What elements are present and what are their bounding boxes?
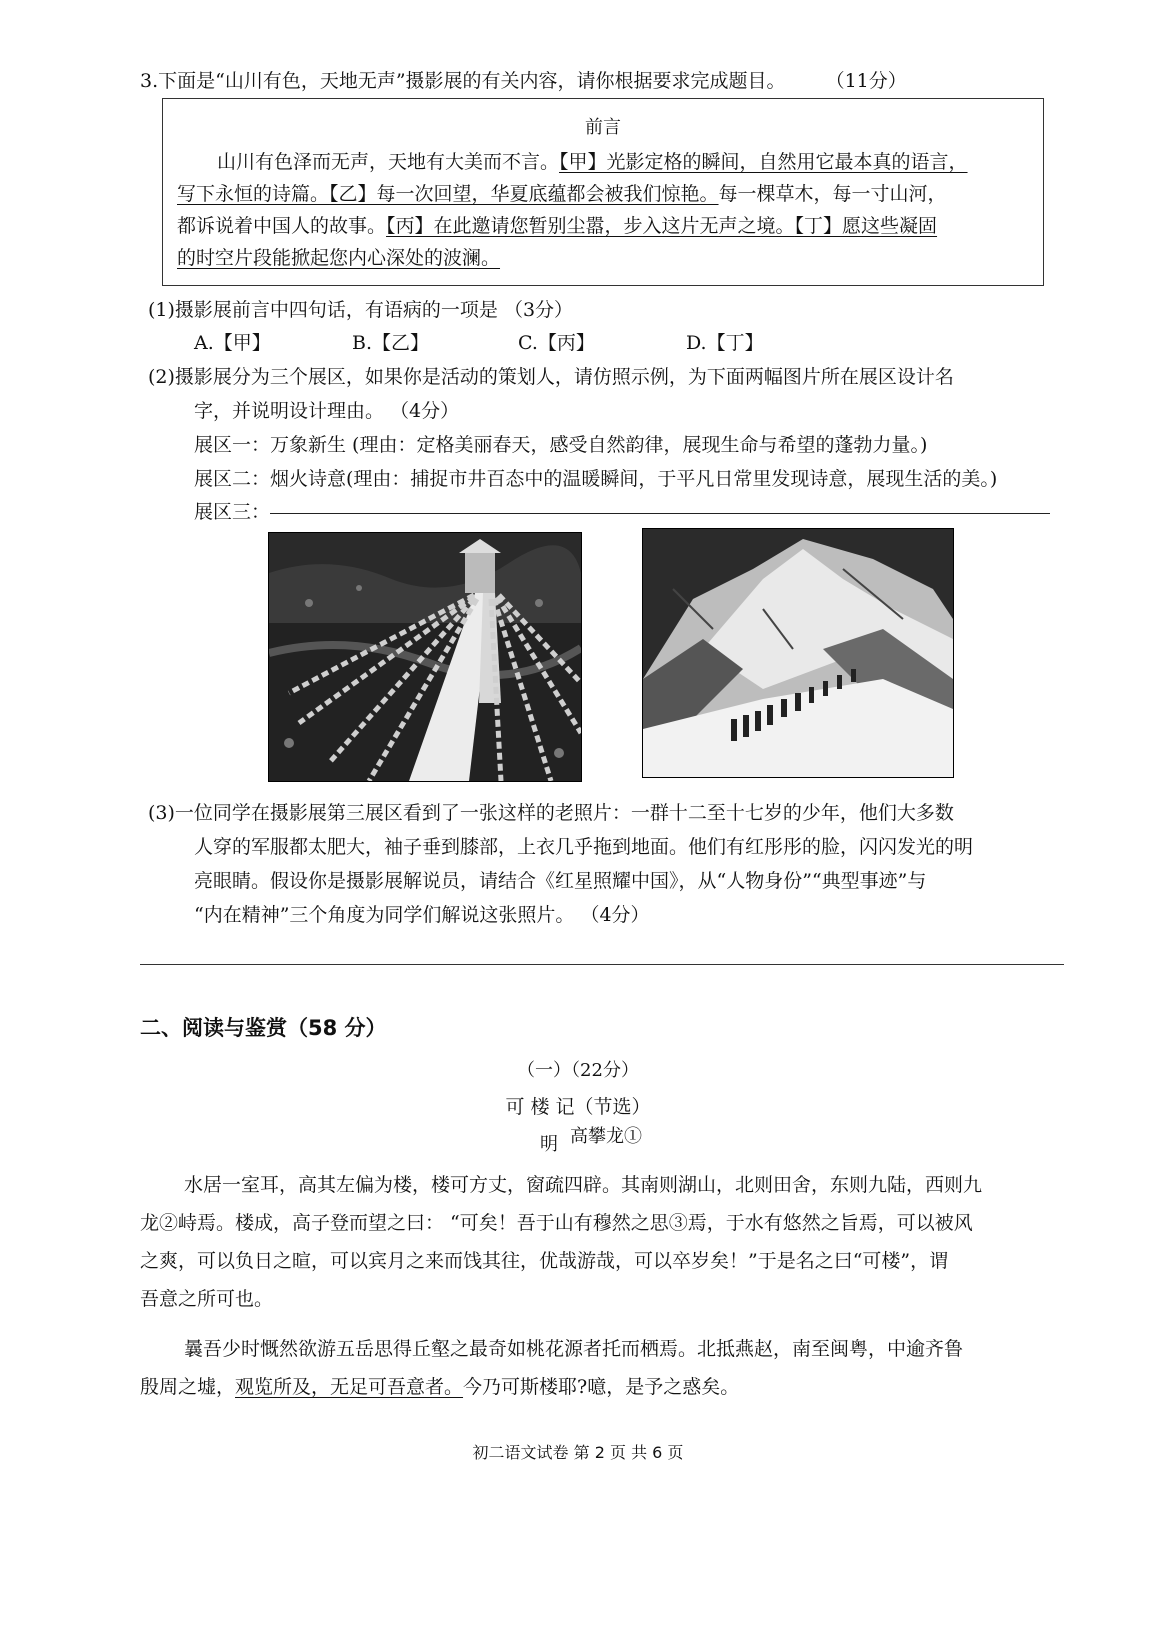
zone-2-example: 展区二：烟火诗意(理由：捕捉市井百态中的温暖瞬间，于平凡日常里发现诗意，展现生活的美。) [194, 468, 998, 490]
page-footer: 初二语文试卷 第 2 页 共 6 页 [472, 1443, 684, 1462]
passage-dynasty: 明 [540, 1134, 558, 1155]
passage-title: 可 楼 记（节选） [505, 1096, 651, 1118]
option-d: D.【丁】 [686, 332, 764, 354]
zone-3-label: 展区三： [194, 501, 271, 523]
passage-underlined-sentence: 观览所及，无足可吾意者。 [235, 1376, 464, 1398]
preface-sentence-ding-end: 的时空片段能掀起您内心深处的波澜。 [177, 247, 501, 269]
question-3-text: 3.下面是“山川有色，天地无声”摄影展的有关内容，请你根据要求完成题目。 [140, 70, 786, 92]
preface-sentence-bing: 【丙】在此邀请您暂别尘嚣，步入这片无声之境。 [386, 215, 795, 237]
question-3-stem [140, 66, 907, 93]
preface-sentence-yi: 【乙】每一次回望，华夏底蕴都会被我们惊艳。 [329, 183, 719, 205]
section-divider [140, 964, 1064, 965]
zone-1-example: 展区一：万象新生 (理由：定格美丽春天，感受自然韵律，展现生命与希望的蓬勃力量。) [194, 434, 928, 456]
option-a: A.【甲】 [194, 332, 271, 354]
preface-sentence-jia: 【甲】光影定格的瞬间，自然用它最本真的语言， [559, 151, 968, 173]
preface-sentence: 每一棵草木，每一寸山河， [718, 183, 947, 205]
question-3-score: （11分） [825, 70, 907, 92]
preface-line-3 [177, 211, 937, 238]
preface-sentence-ding: 【丁】愿这些凝固 [794, 215, 938, 237]
preface-line-2 [177, 179, 947, 206]
preface-line-1 [217, 147, 968, 174]
preface-line-4 [177, 243, 500, 270]
passage-p2-line-2 [140, 1372, 739, 1399]
preface-title: 前言 [585, 117, 621, 138]
passage-p2-line-1: 曩吾少时慨然欲游五岳思得丘壑之最奇如桃花源者托而栖焉。北抵燕赵，南至闽粤，中逾齐鲁 [184, 1338, 964, 1360]
snow-mountain-photo [642, 528, 954, 778]
sub-question-1: (1)摄影展前言中四句话，有语病的一项是 （3分） [148, 299, 574, 321]
sub-question-3-line-2: 人穿的军服都太肥大，袖子垂到膝部，上衣几乎拖到地面。他们有红彤彤的脸，闪闪发光的明 [194, 836, 974, 858]
section-2-heading: 二、阅读与鉴赏（58 分） [140, 1016, 387, 1040]
preface-sentence: 山川有色泽而无声，天地有大美而不言。 [217, 151, 560, 173]
part-1-heading: （一）（22分） [517, 1060, 639, 1081]
passage-p1-line-4: 吾意之所可也。 [140, 1288, 274, 1310]
bridge-photo [268, 532, 582, 782]
sub-question-3-line-3: 亮眼睛。假设你是摄影展解说员，请结合《红星照耀中国》，从“人物身份”“典型事迹”与 [194, 870, 927, 892]
preface-box [162, 98, 1044, 286]
passage-text: 今乃可斯楼耶?噫，是予之惑矣。 [463, 1376, 740, 1398]
sub-question-3-line-1: (3)一位同学在摄影展第三展区看到了一张这样的老照片：一群十二至十七岁的少年，他们大多数 [148, 802, 954, 824]
passage-text: 殷周之墟， [140, 1376, 236, 1398]
sub-question-3-line-4: “内在精神”三个角度为同学们解说这张照片。 （4分） [194, 904, 650, 926]
passage-p1-line-2: 龙②峙焉。楼成，高子登而望之曰： “可矣！吾于山有穆然之思③焉，于水有悠然之旨焉，可以被风 [140, 1212, 973, 1234]
sub-question-2-line-2: 字，并说明设计理由。 （4分） [194, 400, 460, 422]
preface-sentence: 都诉说着中国人的故事。 [177, 215, 387, 237]
zone-3-answer-line[interactable] [270, 513, 1050, 514]
passage-p1-line-1: 水居一室耳，高其左偏为楼，楼可方丈，窗疏四辟。其南则湖山，北则田舍，东则九陆，西则九 [184, 1174, 983, 1196]
option-c: C.【丙】 [518, 332, 595, 354]
passage-p1-line-3: 之爽，可以负日之暄，可以宾月之来而饯其往，优哉游哉，可以卒岁矣！”于是名之曰“可楼”，谓 [140, 1250, 949, 1272]
sub-question-2-line-1: (2)摄影展分为三个展区，如果你是活动的策划人，请仿照示例，为下面两幅图片所在展区设计名 [148, 366, 954, 388]
passage-author: 高攀龙① [570, 1126, 642, 1147]
snow-mountain-photo-illustration [643, 529, 953, 777]
option-b: B.【乙】 [352, 332, 430, 354]
bridge-photo-illustration [269, 533, 581, 781]
preface-sentence-jia-end: 写下永恒的诗篇。 [177, 183, 330, 205]
